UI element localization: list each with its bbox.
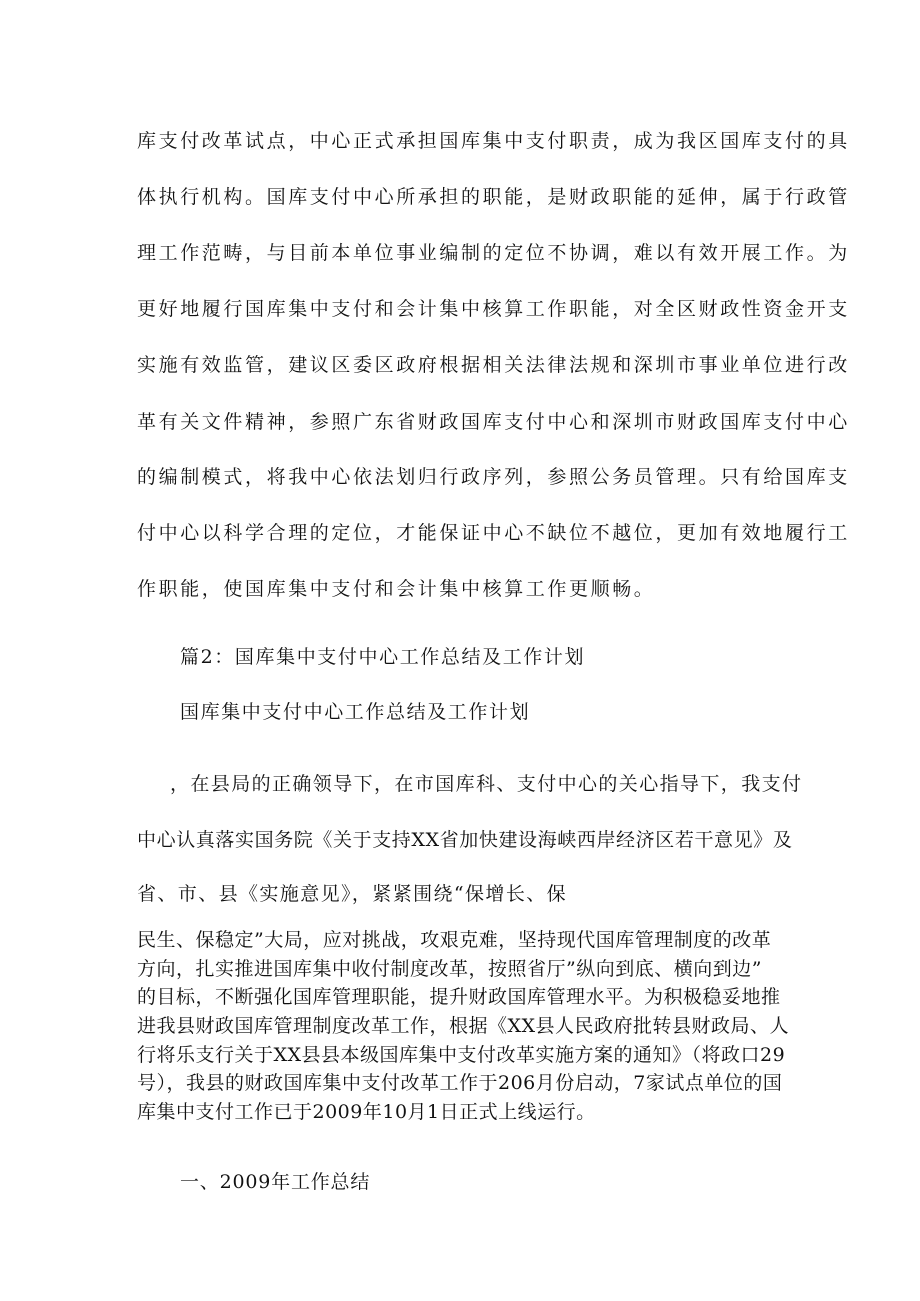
section-heading: 一、2009年工作总结	[180, 1171, 371, 1193]
paragraph-line: 库支付改革试点，中心正式承担国库集中支付职责，成为我区国库支付的具	[137, 130, 850, 152]
paragraph-line: 实施有效监管，建议区委区政府根据相关法律法规和深圳市事业单位进行改	[137, 354, 850, 376]
paragraph-line: 民生、保稳定”大局，应对挑战，攻艰克难，坚持现代国库管理制度的改革	[137, 929, 772, 951]
paragraph-line: 中心认真落实国务院《关于支持XX省加快建设海峡西岸经济区若干意见》及	[137, 829, 793, 851]
paragraph-line: 更好地履行国库集中支付和会计集中核算工作职能，对全区财政性资金开支	[137, 298, 850, 320]
paragraph-line: 的目标，不断强化国库管理职能，提升财政国库管理水平。为积极稳妥地推	[137, 986, 781, 1008]
paragraph-line: ，在县局的正确领导下，在市国库科、支付中心的关心指导下，我支付	[170, 773, 803, 795]
paragraph-line: 进我县财政国库管理制度改革工作，根据《XX县人民政府批转县财政局、人	[137, 1015, 790, 1037]
paragraph-line: 付中心以科学合理的定位，才能保证中心不缺位不越位，更加有效地履行工	[137, 522, 850, 544]
paragraph-line: 库集中支付工作已于2009年10月1日正式上线运行。	[137, 1101, 596, 1123]
paragraph-line: 省、市、县《实施意见》，紧紧围绕“保增长、保	[137, 883, 568, 905]
document-title: 国库集中支付中心工作总结及工作计划	[180, 701, 531, 723]
paragraph-line: 体执行机构。国库支付中心所承担的职能，是财政职能的延伸，属于行政管	[137, 186, 850, 208]
paragraph-line: 理工作范畴，与目前本单位事业编制的定位不协调，难以有效开展工作。为	[137, 242, 850, 264]
paragraph-line: 行将乐支行关于XX县县本级国库集中支付改革实施方案的通知》（将政口29	[137, 1044, 786, 1066]
chapter-heading: 篇2：国库集中支付中心工作总结及工作计划	[180, 646, 586, 668]
paragraph-line: 方向，扎实推进国库集中收付制度改革，按照省厅”纵向到底、横向到边”	[137, 958, 762, 980]
paragraph-line: 的编制模式，将我中心依法划归行政序列，参照公务员管理。只有给国库支	[137, 466, 850, 488]
paragraph-line: 号），我县的财政国库集中支付改革工作于206月份启动，7家试点单位的国	[137, 1072, 783, 1094]
paragraph-line: 革有关文件精神，参照广东省财政国库支付中心和深圳市财政国库支付中心	[137, 411, 850, 433]
paragraph-line: 作职能，使国库集中支付和会计集中核算工作更顺畅。	[137, 578, 656, 600]
